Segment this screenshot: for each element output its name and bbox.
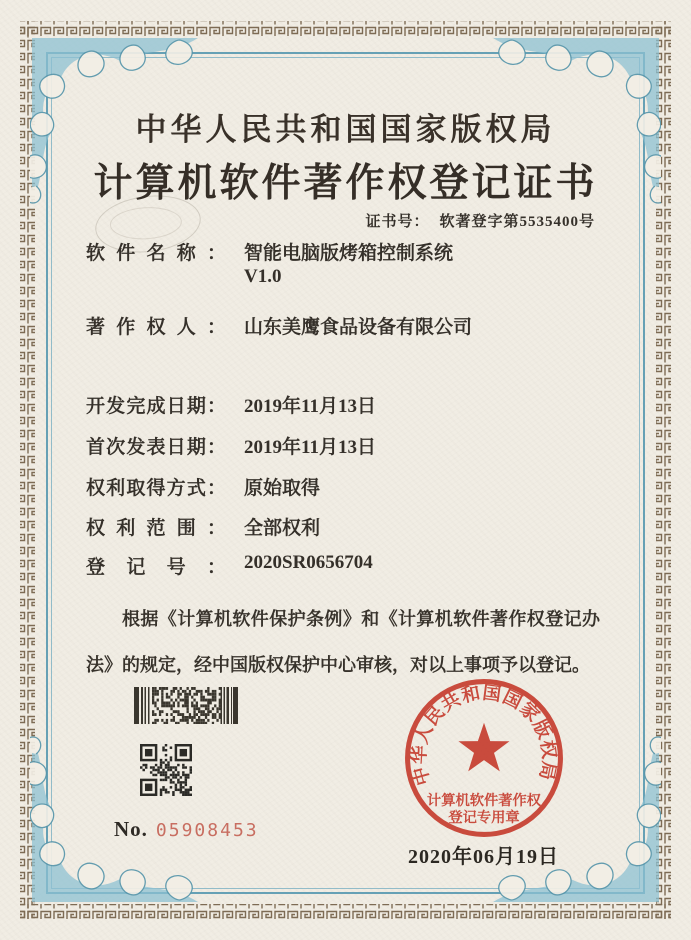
qr-code <box>140 744 192 796</box>
serial-number-line <box>114 817 259 842</box>
field-value: 智能电脑版烤箱控制系统 <box>244 243 454 264</box>
field-copyright-owner <box>86 312 472 339</box>
field-label: 权利取得方式： <box>86 478 226 499</box>
field-label: 权利范围： <box>86 518 226 539</box>
field-label: 首次发表日期： <box>86 437 226 458</box>
field-label: 开发完成日期： <box>86 396 226 417</box>
certificate-title: 计算机软件著作权登记证书 <box>93 162 598 205</box>
seal-ring-text: 中华人民共和国国家版权局 <box>408 682 560 788</box>
field-software-name <box>86 238 453 265</box>
field-right-scope <box>86 513 320 540</box>
official-seal <box>400 674 568 842</box>
certificate-number-line <box>365 210 595 231</box>
serial-number: 05908453 <box>155 820 259 841</box>
registration-statement: 根据《计算机软件保护条例》和《计算机软件著作权登记办法》的规定，经中国版权保护中心审核，对以上事项予以登记。 <box>86 609 600 675</box>
seal-star-icon <box>458 723 509 772</box>
issue-date: 2020年06月19日 <box>408 846 559 868</box>
barcode <box>134 687 238 724</box>
field-label: 著作权人： <box>86 317 226 338</box>
field-label: 软件名称： <box>86 243 226 264</box>
field-registration-no <box>86 552 373 579</box>
field-label: 登记号： <box>86 557 226 578</box>
certificate-number-label: 证书号： <box>365 214 430 230</box>
seal-line1: 计算机软件著作权 <box>426 793 542 810</box>
certificate-number-value: 软著登字第5535400号 <box>439 214 595 230</box>
seal-line2: 登记专用章 <box>448 809 520 826</box>
field-value: 2020SR0656704 <box>244 552 373 573</box>
issuer-title: 中华人民共和国国家版权局 <box>135 112 556 147</box>
field-value: 2019年11月13日 <box>244 437 376 458</box>
field-value: 2019年11月13日 <box>244 396 376 417</box>
field-value: 全部权利 <box>244 518 321 539</box>
field-right-acquire-method <box>86 473 320 500</box>
field-value: 山东美鹰食品设备有限公司 <box>244 317 473 338</box>
field-first-publish-date <box>86 432 376 459</box>
field-dev-complete-date <box>86 391 376 418</box>
field-value: 原始取得 <box>244 478 321 499</box>
software-version: V1.0 <box>244 266 282 287</box>
serial-prefix: No. <box>114 817 148 841</box>
